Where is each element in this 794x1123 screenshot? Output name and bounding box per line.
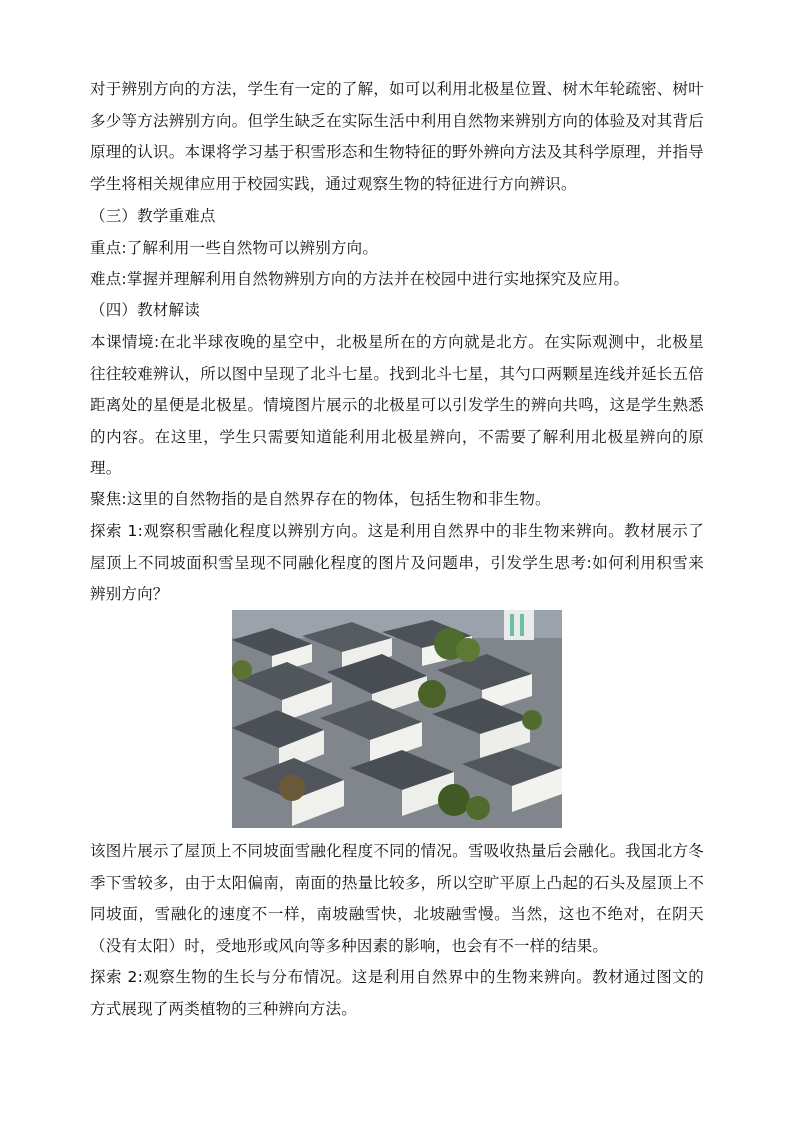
- paragraph-text: 对于辨别方向的方法，学生有一定的了解，如可以利用北极星位置、树木年轮疏密、树叶多少等方法辨别方向。但学生缺乏在实际生活中利用自然物来辨别方向的体验及对其背后原理的认识。本课将学习基于积雪形态和生物特征的野外辨向方法及其科学原理，并指导学生将相关规律应用于校园实践，通过观察生物的特征进行方向辨识。: [90, 80, 704, 193]
- heading-text: （四）教材解读: [90, 301, 200, 319]
- paragraph-focus: [90, 484, 704, 516]
- paragraph-text: 聚焦:这里的自然物指的是自然界存在的物体，包括生物和非生物。: [90, 490, 551, 508]
- paragraph-explore-2: [90, 962, 704, 1025]
- rooftop-snow-photo: [232, 610, 562, 828]
- heading-text: （三）教学重难点: [90, 207, 216, 225]
- paragraph-text: 本课情境:在北半球夜晚的星空中，北极星所在的方向就是北方。在实际观测中，北极星往往较难辨认，所以图中呈现了北斗七星。找到北斗七星，其勺口两颗星连线并延长五倍距离处的星便是北极星。情境图片展示的北极星可以引发学生的辨向共鸣，这是学生熟悉的内容。在这里，学生只需要知道能利用北极星辨向，不需要了解利用北极星辨向的原理。: [90, 333, 704, 477]
- paragraph-text: 难点:掌握并理解利用自然物辨别方向的方法并在校园中进行实地探究及应用。: [90, 270, 630, 288]
- paragraph-text: 重点:了解利用一些自然物可以辨别方向。: [90, 239, 379, 257]
- paragraph-key-point: [90, 233, 704, 265]
- paragraph-difficulty: [90, 264, 704, 296]
- section-heading-3: [90, 201, 704, 233]
- paragraph-photo-explanation: [90, 836, 704, 962]
- paragraph-explore-1: [90, 516, 704, 611]
- paragraph-text: 该图片展示了屋顶上不同坡面雪融化程度不同的情况。雪吸收热量后会融化。我国北方冬季下雪较多，由于太阳偏南，南面的热量比较多，所以空旷平原上凸起的石头及屋顶上不同坡面，雪融化的速度不一样，南坡融雪快，北坡融雪慢。当然，这也不绝对，在阴天（没有太阳）时，受地形或风向等多种因素的影响，也会有不一样的结果。: [90, 842, 704, 955]
- section-heading-4: [90, 295, 704, 327]
- paragraph-scenario: [90, 327, 704, 485]
- paragraph-text: 探索 2:观察生物的生长与分布情况。这是利用自然界中的生物来辨向。教材通过图文的方式展现了两类植物的三种辨向方法。: [90, 968, 704, 1018]
- paragraph-text: 探索 1:观察积雪融化程度以辨别方向。这是利用自然界中的非生物来辨向。教材展示了屋顶上不同坡面积雪呈现不同融化程度的图片及问题串，引发学生思考:如何利用积雪来辨别方向？: [90, 522, 704, 603]
- paragraph-intro: [90, 74, 704, 200]
